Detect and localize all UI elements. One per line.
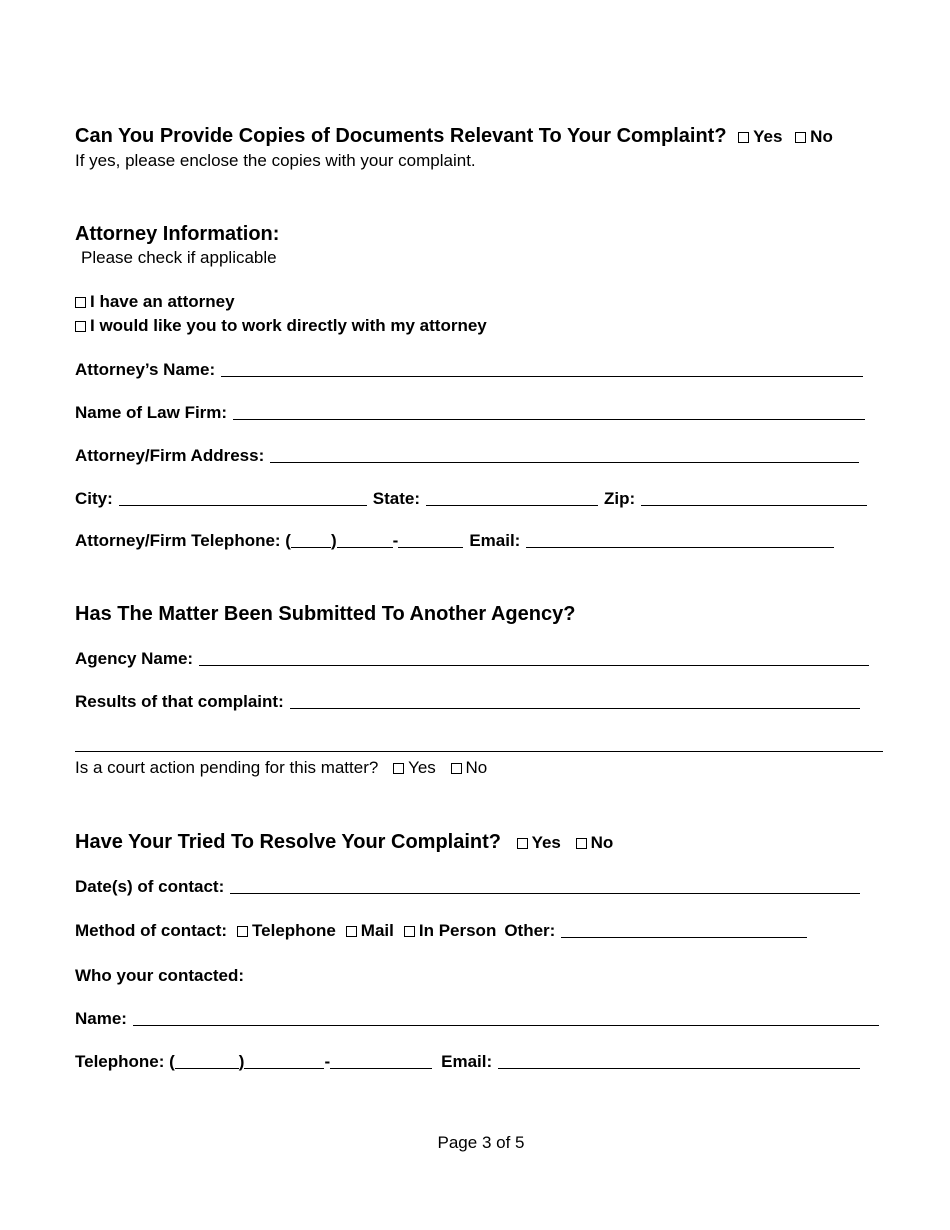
work-with-attorney-checkbox[interactable]: [75, 321, 86, 332]
documents-question-row: [75, 125, 833, 148]
firm-phone-paren: ): [330, 531, 337, 550]
state-field[interactable]: [426, 504, 598, 506]
results-field[interactable]: [290, 707, 860, 709]
have-attorney-label: I have an attorney: [90, 292, 235, 311]
contact-phone-paren: ): [238, 1052, 245, 1071]
court-no-label: No: [465, 758, 488, 777]
documents-yes-checkbox[interactable]: [738, 132, 749, 143]
contact-dates-field[interactable]: [230, 892, 860, 894]
zip-label: Zip:: [604, 489, 636, 508]
attorney-check-work[interactable]: [75, 316, 487, 336]
have-attorney-checkbox[interactable]: [75, 297, 86, 308]
firm-phone-label: Attorney/Firm Telephone: (: [75, 531, 291, 550]
contact-dates-label: Date(s) of contact:: [75, 877, 225, 896]
method-in-person-option[interactable]: [404, 921, 496, 941]
attorney-name-field[interactable]: [221, 375, 863, 377]
court-yes-option[interactable]: [393, 758, 436, 777]
contact-name-row: [75, 1009, 879, 1029]
state-label: State:: [372, 489, 421, 508]
resolve-yes-label: Yes: [531, 833, 561, 852]
documents-note: If yes, please enclose the copies with your complaint.: [75, 151, 476, 170]
attorney-heading: Attorney Information:: [75, 223, 280, 245]
court-no-option[interactable]: [451, 758, 488, 777]
results-row: [75, 692, 860, 712]
method-mail-checkbox[interactable]: [346, 926, 357, 937]
contact-name-field[interactable]: [133, 1024, 879, 1026]
law-firm-label: Name of Law Firm:: [75, 403, 228, 422]
agency-name-row: [75, 649, 869, 669]
resolve-no-label: No: [590, 833, 614, 852]
contact-dates-row: [75, 877, 860, 897]
city-state-zip-row: [75, 489, 867, 509]
contact-email-label: Email:: [441, 1052, 493, 1071]
resolve-heading-row: [75, 831, 613, 854]
firm-email-field[interactable]: [526, 546, 834, 548]
contact-phone-line-field[interactable]: [330, 1067, 432, 1069]
court-yes-label: Yes: [408, 758, 436, 777]
resolve-heading: Have Your Tried To Resolve Your Complaint?: [75, 831, 502, 853]
contact-phone-row: [75, 1052, 860, 1072]
zip-field[interactable]: [641, 504, 867, 506]
contact-phone-label: Telephone: (: [75, 1052, 175, 1071]
agency-name-label: Agency Name:: [75, 649, 194, 668]
contact-method-row: [75, 921, 807, 941]
firm-email-label: Email:: [469, 531, 521, 550]
contact-method-label: Method of contact:: [75, 921, 228, 940]
firm-address-label: Attorney/Firm Address:: [75, 446, 265, 465]
attorney-subheading: Please check if applicable: [81, 248, 277, 267]
court-question: Is a court action pending for this matter?: [75, 758, 379, 777]
agency-name-field[interactable]: [199, 664, 869, 666]
documents-no-label: No: [810, 127, 833, 146]
contact-name-label: Name:: [75, 1009, 127, 1028]
attorney-check-have[interactable]: [75, 292, 235, 312]
documents-question: Can You Provide Copies of Documents Relevant To Your Complaint?: [75, 125, 727, 147]
resolve-yes-checkbox[interactable]: [517, 838, 528, 849]
method-other-label: Other:: [504, 921, 556, 940]
documents-yes-option[interactable]: [738, 127, 782, 146]
resolve-no-option[interactable]: [576, 833, 614, 852]
results-field-continued[interactable]: [75, 751, 883, 752]
court-question-row: [75, 758, 487, 778]
firm-phone-prefix-field[interactable]: [337, 546, 393, 548]
law-firm-row: [75, 403, 865, 423]
court-no-checkbox[interactable]: [451, 763, 462, 774]
firm-phone-dash: -: [392, 531, 399, 550]
firm-phone-area-field[interactable]: [291, 546, 331, 548]
firm-phone-row: [75, 531, 834, 551]
documents-no-option[interactable]: [795, 127, 833, 146]
law-firm-field[interactable]: [233, 418, 865, 420]
city-field[interactable]: [119, 504, 367, 506]
method-mail-label: Mail: [360, 921, 394, 940]
page-number: Page 3 of 5: [437, 1133, 525, 1152]
who-contacted-label: Who your contacted:: [75, 966, 245, 985]
contact-phone-area-field[interactable]: [175, 1067, 239, 1069]
documents-no-checkbox[interactable]: [795, 132, 806, 143]
method-other-field[interactable]: [561, 936, 807, 938]
documents-yes-label: Yes: [753, 127, 783, 146]
contact-phone-dash: -: [324, 1052, 331, 1071]
results-label: Results of that complaint:: [75, 692, 284, 711]
court-yes-checkbox[interactable]: [393, 763, 404, 774]
agency-heading: Has The Matter Been Submitted To Another Agency?: [75, 603, 576, 625]
city-label: City:: [75, 489, 113, 508]
method-telephone-label: Telephone: [252, 921, 336, 940]
method-telephone-option[interactable]: [237, 921, 336, 941]
attorney-name-label: Attorney’s Name:: [75, 360, 216, 379]
resolve-yes-option[interactable]: [517, 833, 561, 852]
resolve-no-checkbox[interactable]: [576, 838, 587, 849]
firm-phone-line-field[interactable]: [398, 546, 463, 548]
firm-address-row: [75, 446, 859, 466]
contact-phone-prefix-field[interactable]: [244, 1067, 324, 1069]
method-in-person-label: In Person: [418, 921, 497, 940]
contact-email-field[interactable]: [498, 1067, 860, 1069]
method-mail-option[interactable]: [346, 921, 394, 941]
method-in-person-checkbox[interactable]: [404, 926, 415, 937]
firm-address-field[interactable]: [270, 461, 859, 463]
work-with-attorney-label: I would like you to work directly with my attorney: [90, 316, 487, 335]
attorney-name-row: [75, 360, 863, 380]
method-telephone-checkbox[interactable]: [237, 926, 248, 937]
